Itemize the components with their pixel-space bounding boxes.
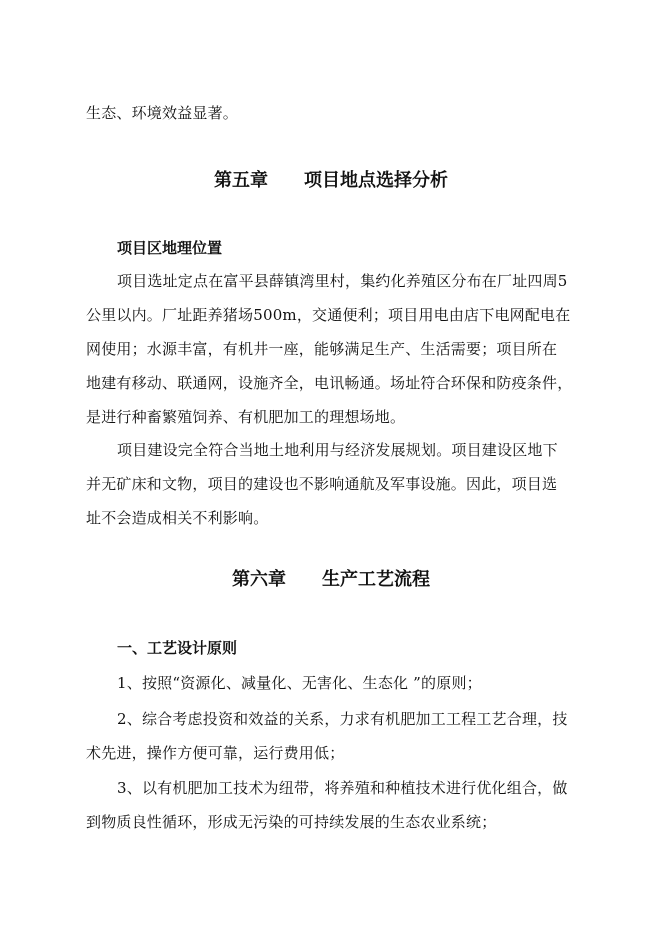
- chapter-5-title: 第五章 项目地点选择分析: [214, 170, 448, 191]
- text-line: 生态、环境效益显著。: [86, 104, 239, 122]
- section-heading-location: 项目区地理位置: [117, 239, 223, 257]
- paragraph-line: 址不会造成相关不利影响。: [86, 509, 269, 527]
- paragraph-line: 公里以内。厂址距养猪场500m，交通便利；项目用电由店下电网配电在: [86, 306, 571, 324]
- paragraph-line: 并无矿床和文物，项目的建设也不影响通航及军事设施。因此，项目选: [86, 475, 558, 493]
- list-item-line: 3、以有机肥加工技术为纽带，将养殖和种植技术进行优化组合，做: [117, 779, 568, 797]
- list-item-line: 到物质良性循环，形成无污染的可持续发展的生态农业系统；: [86, 813, 497, 831]
- paragraph-line: 是进行种畜繁殖饲养、有机肥加工的理想场地。: [86, 408, 406, 426]
- paragraph-line: 网使用；水源丰富，有机井一座，能够满足生产、生活需要；项目所在: [86, 340, 558, 358]
- section-heading-principles: 一、工艺设计原则: [117, 639, 238, 657]
- paragraph-line: 地建有移动、联通网，设施齐全，电讯畅通。场址符合环保和防疫条件，: [86, 374, 573, 392]
- list-item-line: 1、按照“资源化、减量化、无害化、生态化 ”的原则；: [117, 674, 482, 692]
- list-item-line: 2、综合考虑投资和效益的关系，力求有机肥加工工程工艺合理，技: [117, 710, 568, 728]
- paragraph-line: 项目建设完全符合当地土地利用与经济发展规划。项目建设区地下: [117, 441, 558, 459]
- list-item-line: 术先进，操作方便可靠，运行费用低；: [86, 744, 345, 762]
- paragraph-line: 项目选址定点在富平县薛镇湾里村，集约化养殖区分布在厂址四周5: [117, 272, 568, 290]
- chapter-6-title: 第六章 生产工艺流程: [232, 569, 430, 590]
